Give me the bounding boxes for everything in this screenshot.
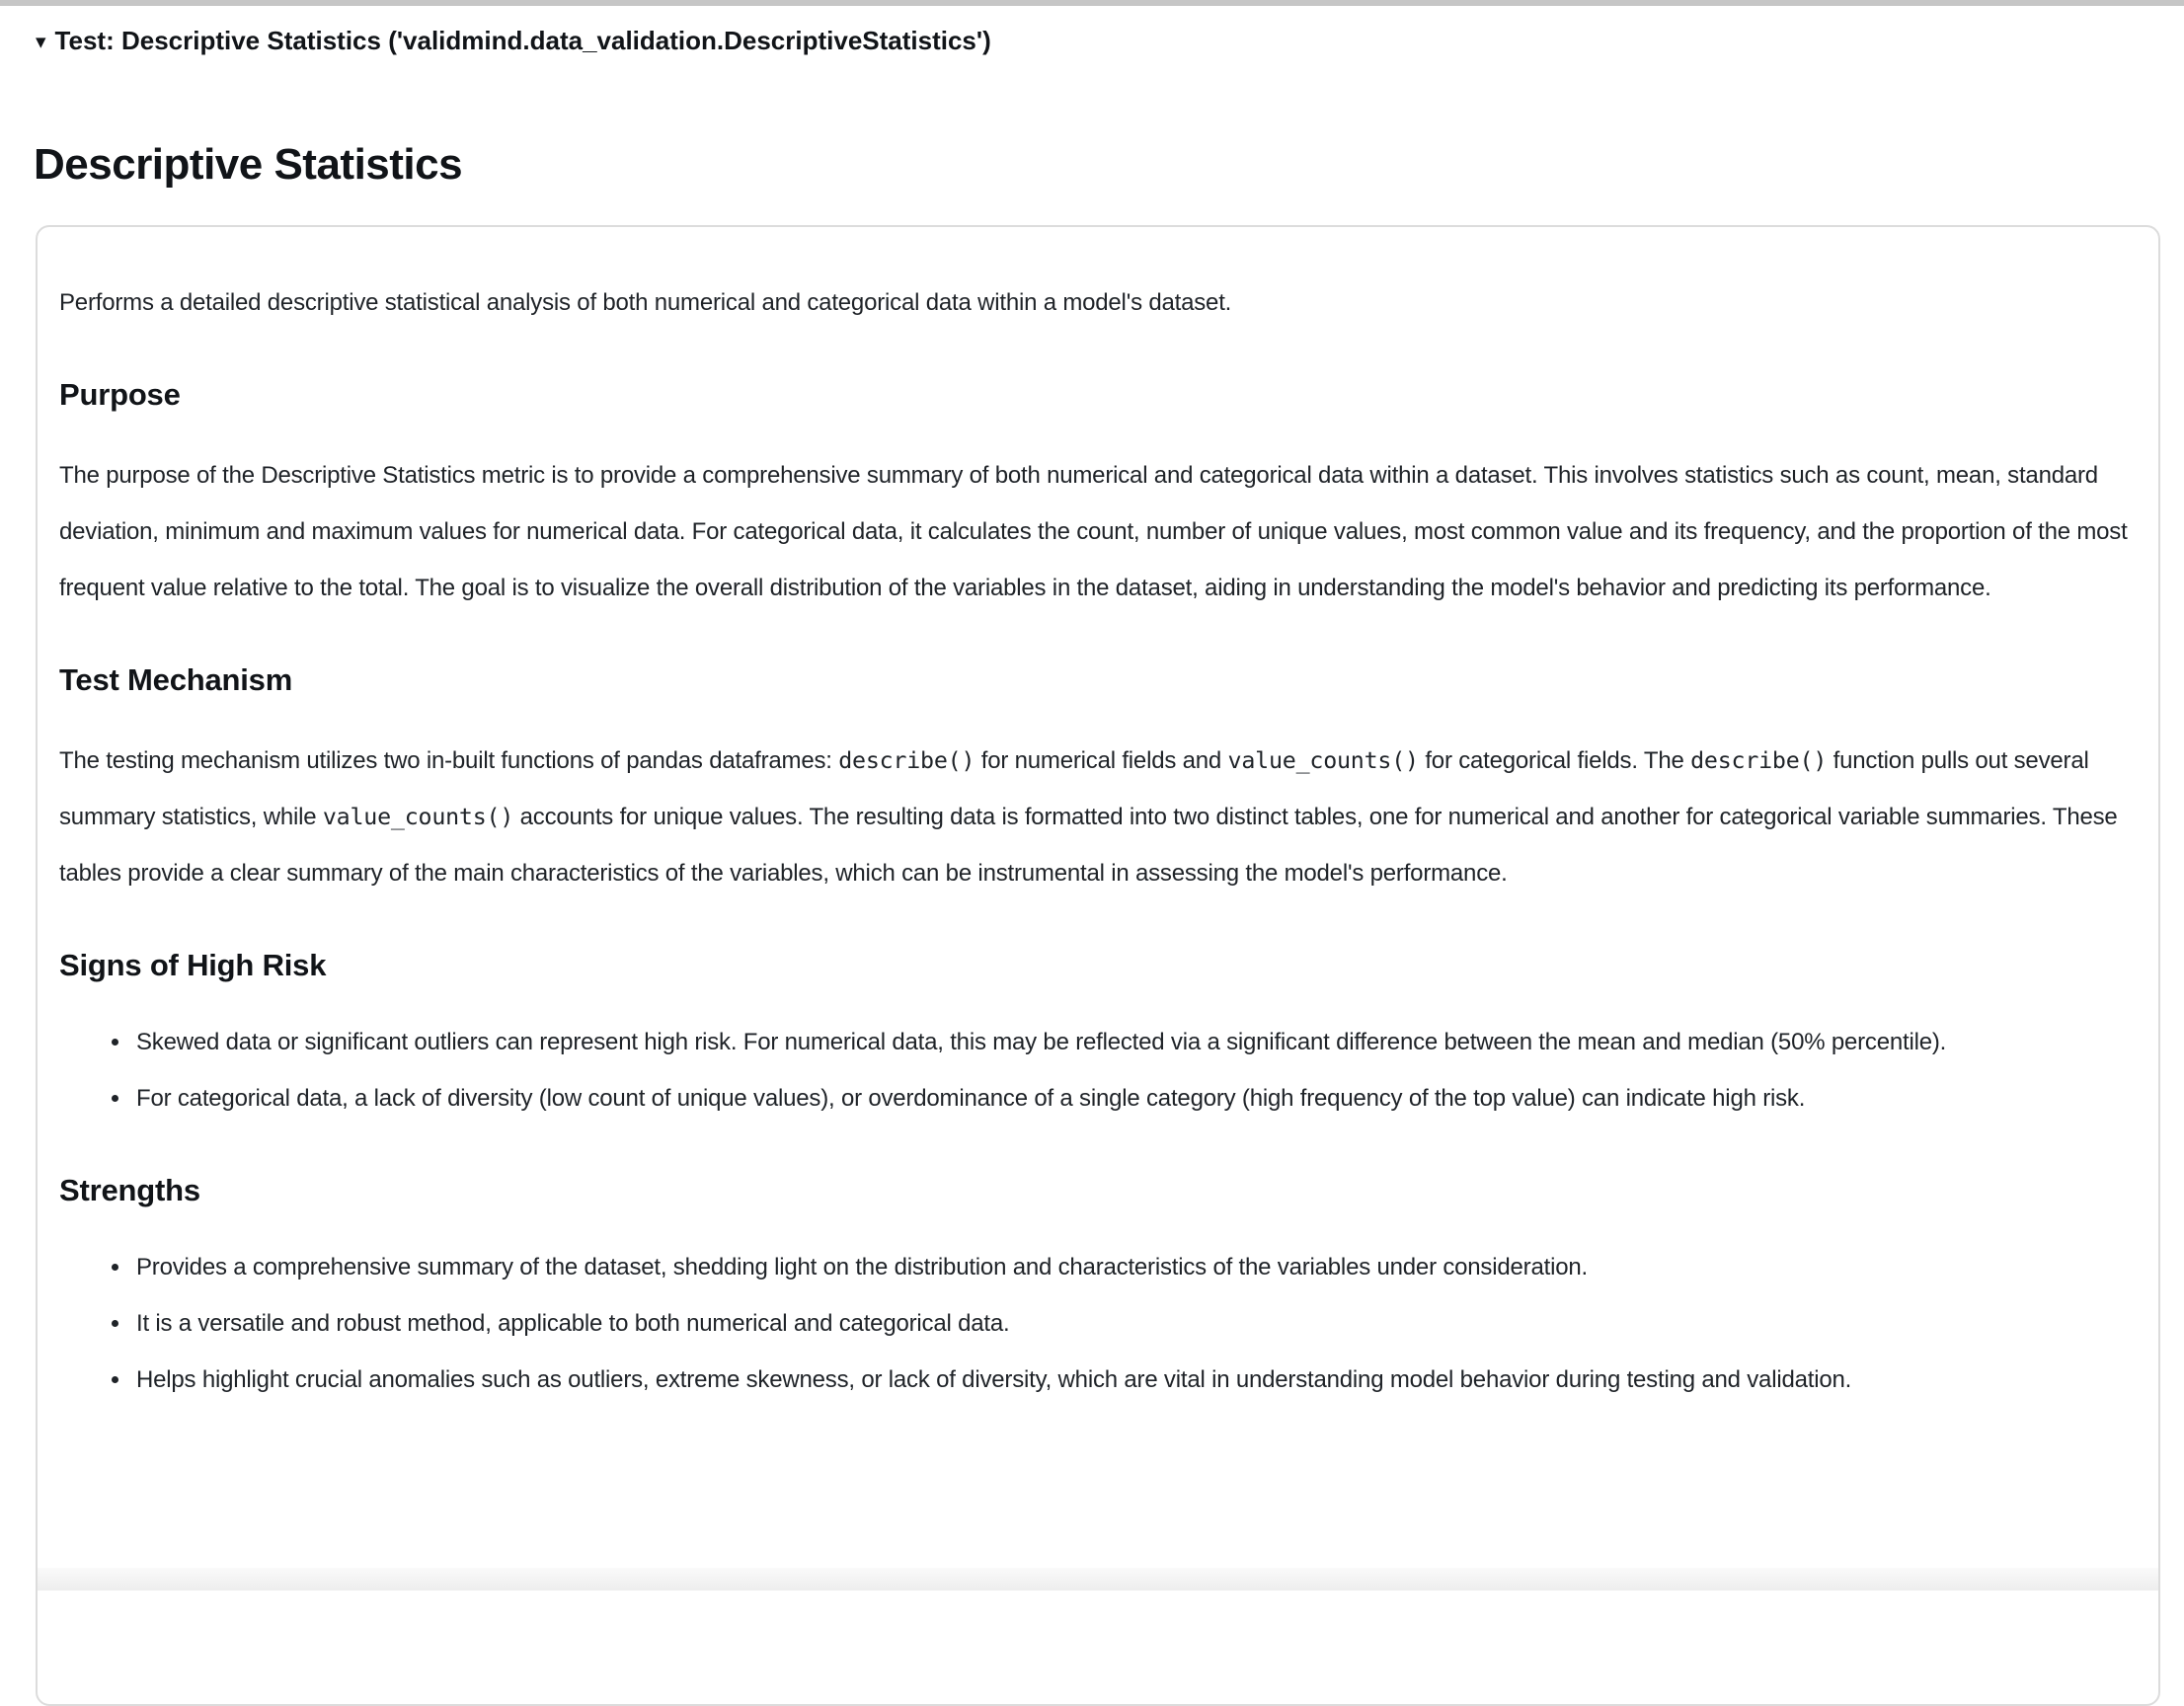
- next-element-edge: [38, 1568, 2158, 1590]
- inline-code: value_counts(): [322, 804, 514, 830]
- inline-code: value_counts(): [1227, 747, 1419, 774]
- inline-code: describe(): [838, 747, 975, 774]
- test-collapse-label: Test: Descriptive Statistics ('validmind.data_validation.DescriptiveStatistics'): [54, 26, 991, 55]
- section-heading: Purpose: [59, 377, 181, 412]
- bullet-item: • Skewed data or significant outliers can represent high risk. For numerical data, this may be reflected via a significant difference between the mean and median (50% percentile).: [132, 1014, 2137, 1070]
- section-heading: Strengths: [59, 1173, 200, 1207]
- card-content: [38, 227, 2158, 1408]
- doc-sections: [59, 374, 2137, 1408]
- inline-code: describe(): [1690, 747, 1828, 774]
- doc-section: [59, 1170, 2137, 1408]
- section-bullet-list: [59, 1239, 2137, 1408]
- bullet-item: • It is a versatile and robust method, applicable to both numerical and categorical data.: [132, 1295, 2137, 1352]
- section-bullet-list: [59, 1014, 2137, 1126]
- section-heading: Signs of High Risk: [59, 948, 327, 982]
- bullet-item: • Helps highlight crucial anomalies such as outliers, extreme skewness, or lack of diversity, which are vital in understanding model behavior during testing and validation.: [132, 1352, 2137, 1408]
- section-paragraph: The purpose of the Descriptive Statistics metric is to provide a comprehensive summary of both numerical and categorical data within a dataset. This involves statistics such as count, mean, standard deviation, minimum and maximum values for numerical data. For categorical data, it calculates the count, number of unique values, most common value and its frequency, and the proportion of the most frequent value relative to the total. The goal is to visualize the overall distribution of the variables in the dataset, aiding in understanding the model's behavior and predicting its performance.: [59, 462, 2128, 601]
- section-paragraph: The testing mechanism utilizes two in-built functions of pandas dataframes: describe() for numerical fields and value_counts() for categorical fields. The describe() function pulls out several summary statistics, while value_counts() accounts for unique values. The resulting data is formatted into two distinct tables, one for numerical and another for categorical variable summaries. These tables provide a clear summary of the main characteristics of the variables, which can be instrumental in assessing the model's performance.: [59, 747, 2118, 887]
- doc-section: [59, 374, 2137, 616]
- section-heading: Test Mechanism: [59, 662, 293, 697]
- doc-section: [59, 945, 2137, 1126]
- window-top-bar: [0, 0, 2184, 6]
- bullet-item: • Provides a comprehensive summary of the dataset, shedding light on the distribution and characteristics of the variables under consideration.: [132, 1239, 2137, 1295]
- intro-paragraph: Performs a detailed descriptive statistical analysis of both numerical and categorical data within a model's dataset.: [59, 289, 1232, 316]
- page-title: Descriptive Statistics: [34, 140, 463, 189]
- bullet-item: • For categorical data, a lack of diversity (low count of unique values), or overdominance of a single category (high frequency of the top value) can indicate high risk.: [132, 1070, 2137, 1126]
- collapse-triangle-icon: ▾: [36, 30, 46, 53]
- doc-section: [59, 659, 2137, 901]
- test-collapse-header[interactable]: [36, 24, 991, 57]
- test-description-card: [36, 225, 2160, 1706]
